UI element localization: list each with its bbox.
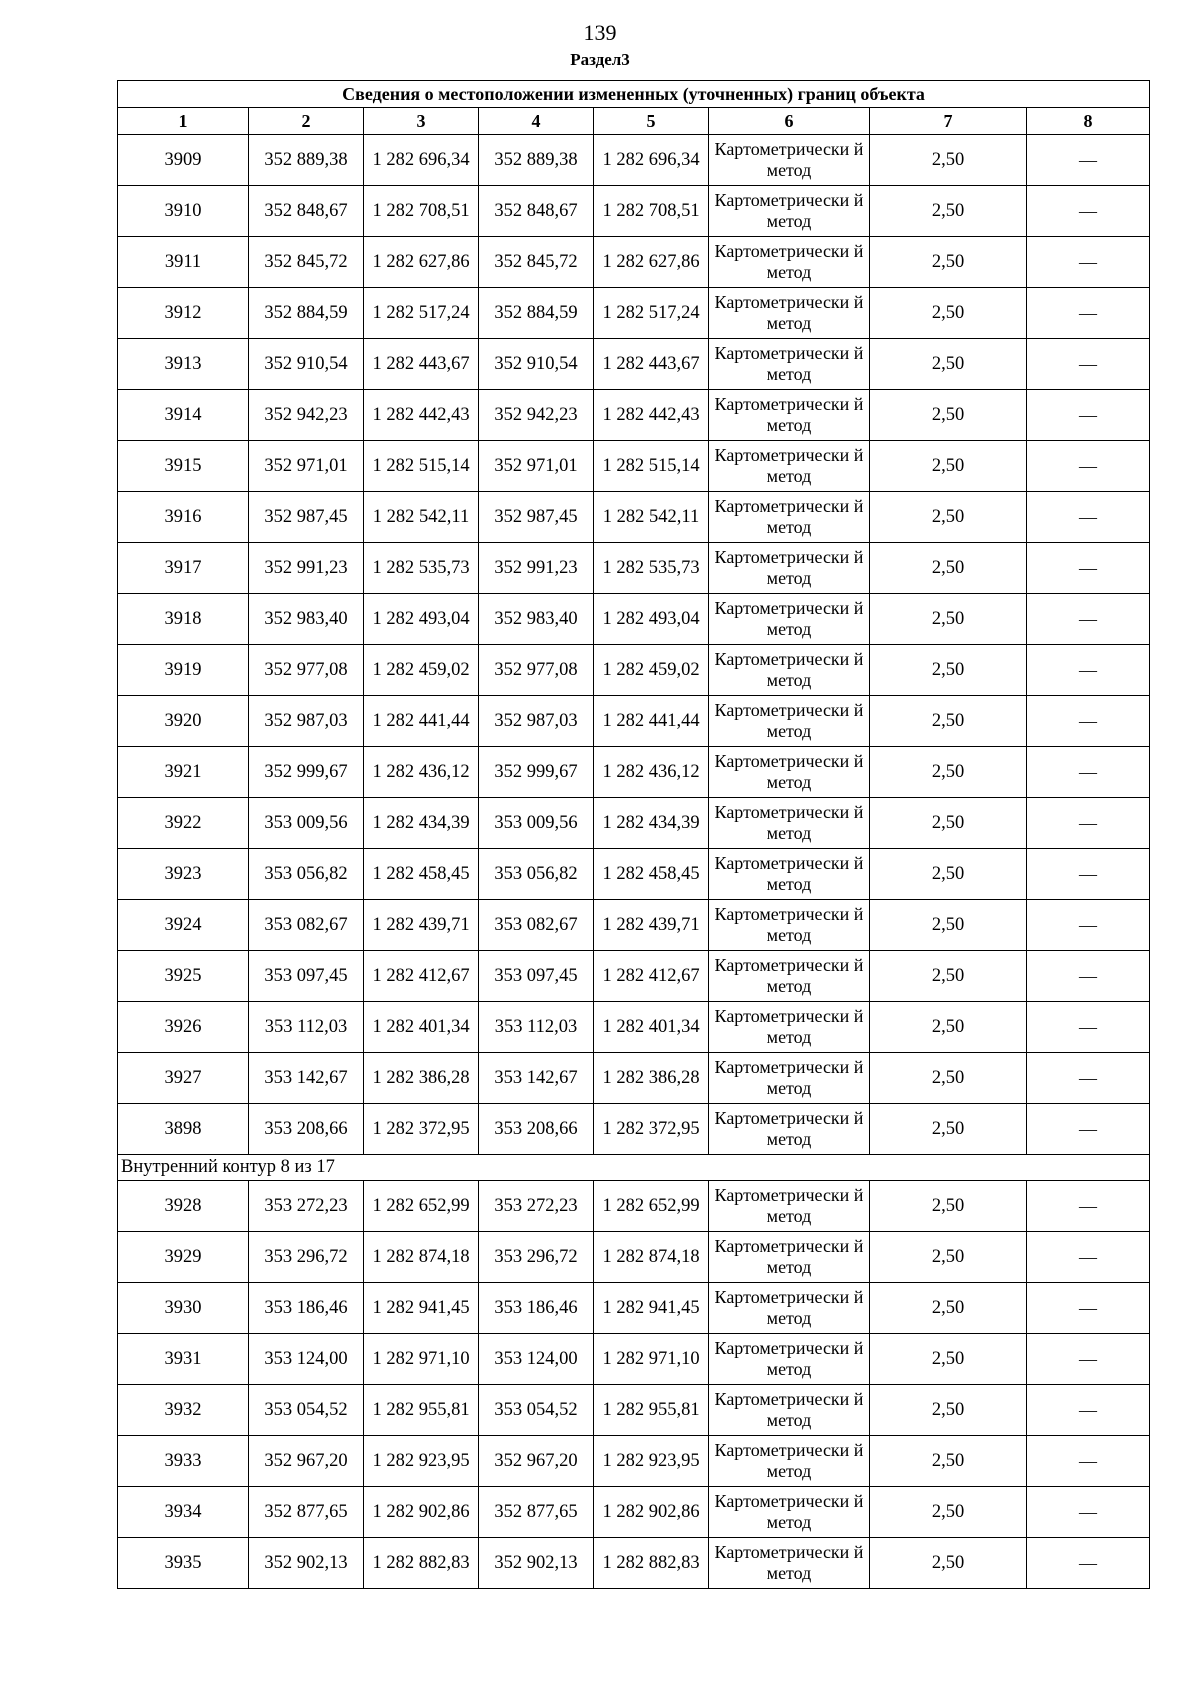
- accuracy-cell: 2,50: [870, 1232, 1027, 1283]
- coord-y-cell: 1 282 902,86: [364, 1487, 479, 1538]
- column-header: 3: [364, 108, 479, 135]
- method-cell: Картометрически й метод: [709, 696, 870, 747]
- description-cell: —: [1027, 747, 1150, 798]
- table-row: [118, 747, 1150, 798]
- coord-y-cell: 1 282 515,14: [364, 441, 479, 492]
- table-row: [118, 1385, 1150, 1436]
- point-number-cell: 3929: [118, 1232, 249, 1283]
- coord-y-new-cell: 1 282 902,86: [594, 1487, 709, 1538]
- coord-y-new-cell: 1 282 627,86: [594, 237, 709, 288]
- accuracy-cell: 2,50: [870, 543, 1027, 594]
- description-cell: —: [1027, 1334, 1150, 1385]
- description-cell: —: [1027, 696, 1150, 747]
- description-cell: —: [1027, 1283, 1150, 1334]
- accuracy-cell: 2,50: [870, 747, 1027, 798]
- point-number-cell: 3917: [118, 543, 249, 594]
- accuracy-cell: 2,50: [870, 1002, 1027, 1053]
- coord-y-new-cell: 1 282 458,45: [594, 849, 709, 900]
- description-cell: —: [1027, 798, 1150, 849]
- coord-y-cell: 1 282 436,12: [364, 747, 479, 798]
- page-number: 139: [583, 20, 617, 45]
- coord-y-cell: 1 282 696,34: [364, 135, 479, 186]
- method-cell: Картометрически й метод: [709, 951, 870, 1002]
- coord-x-cell: 353 272,23: [249, 1181, 364, 1232]
- table-row: [118, 900, 1150, 951]
- description-cell: —: [1027, 1538, 1150, 1589]
- coord-y-new-cell: 1 282 401,34: [594, 1002, 709, 1053]
- accuracy-cell: 2,50: [870, 1053, 1027, 1104]
- table-row: [118, 186, 1150, 237]
- coord-y-new-cell: 1 282 442,43: [594, 390, 709, 441]
- method-cell: Картометрически й метод: [709, 1487, 870, 1538]
- coord-y-cell: 1 282 443,67: [364, 339, 479, 390]
- method-cell: Картометрически й метод: [709, 1232, 870, 1283]
- point-number-cell: 3914: [118, 390, 249, 441]
- coord-y-new-cell: 1 282 955,81: [594, 1385, 709, 1436]
- coord-x-cell: 353 142,67: [249, 1053, 364, 1104]
- accuracy-cell: 2,50: [870, 696, 1027, 747]
- table-row: [118, 951, 1150, 1002]
- column-header: 7: [870, 108, 1027, 135]
- coord-y-new-cell: 1 282 443,67: [594, 339, 709, 390]
- coord-x-cell: 352 877,65: [249, 1487, 364, 1538]
- point-number-cell: 3912: [118, 288, 249, 339]
- point-number-cell: 3921: [118, 747, 249, 798]
- table-row: [118, 237, 1150, 288]
- point-number-cell: 3910: [118, 186, 249, 237]
- method-cell: Картометрически й метод: [709, 747, 870, 798]
- coord-x-new-cell: 353 054,52: [479, 1385, 594, 1436]
- coord-x-cell: 352 999,67: [249, 747, 364, 798]
- coord-x-cell: 352 910,54: [249, 339, 364, 390]
- coord-y-new-cell: 1 282 923,95: [594, 1436, 709, 1487]
- coord-y-new-cell: 1 282 535,73: [594, 543, 709, 594]
- coord-y-new-cell: 1 282 696,34: [594, 135, 709, 186]
- coord-x-cell: 353 112,03: [249, 1002, 364, 1053]
- coord-x-new-cell: 352 848,67: [479, 186, 594, 237]
- coord-y-new-cell: 1 282 517,24: [594, 288, 709, 339]
- table-caption-row: [118, 81, 1150, 108]
- description-cell: —: [1027, 1002, 1150, 1053]
- accuracy-cell: 2,50: [870, 1436, 1027, 1487]
- coord-x-new-cell: 352 884,59: [479, 288, 594, 339]
- accuracy-cell: 2,50: [870, 135, 1027, 186]
- description-cell: —: [1027, 339, 1150, 390]
- coord-x-cell: 353 056,82: [249, 849, 364, 900]
- column-header: 2: [249, 108, 364, 135]
- point-number-cell: 3916: [118, 492, 249, 543]
- table-row: [118, 1002, 1150, 1053]
- column-header: 1: [118, 108, 249, 135]
- coord-x-new-cell: 353 009,56: [479, 798, 594, 849]
- table-caption: Сведения о местоположении измененных (уточненных) границ объекта: [118, 81, 1150, 108]
- method-cell: Картометрически й метод: [709, 1334, 870, 1385]
- point-number-cell: 3931: [118, 1334, 249, 1385]
- method-cell: Картометрически й метод: [709, 900, 870, 951]
- table-row: [118, 543, 1150, 594]
- description-cell: —: [1027, 645, 1150, 696]
- point-number-cell: 3898: [118, 1104, 249, 1155]
- column-header: 6: [709, 108, 870, 135]
- coord-x-new-cell: 352 991,23: [479, 543, 594, 594]
- point-number-cell: 3934: [118, 1487, 249, 1538]
- coord-x-cell: 352 983,40: [249, 594, 364, 645]
- accuracy-cell: 2,50: [870, 798, 1027, 849]
- description-cell: —: [1027, 492, 1150, 543]
- method-cell: Картометрически й метод: [709, 1053, 870, 1104]
- coord-x-cell: 352 991,23: [249, 543, 364, 594]
- coord-y-new-cell: 1 282 386,28: [594, 1053, 709, 1104]
- point-number-cell: 3933: [118, 1436, 249, 1487]
- coord-x-cell: 353 082,67: [249, 900, 364, 951]
- description-cell: —: [1027, 543, 1150, 594]
- coord-x-new-cell: 353 142,67: [479, 1053, 594, 1104]
- method-cell: Картометрически й метод: [709, 645, 870, 696]
- accuracy-cell: 2,50: [870, 1283, 1027, 1334]
- coord-x-new-cell: 353 208,66: [479, 1104, 594, 1155]
- table-row: [118, 1436, 1150, 1487]
- coord-y-cell: 1 282 971,10: [364, 1334, 479, 1385]
- accuracy-cell: 2,50: [870, 1538, 1027, 1589]
- method-cell: Картометрически й метод: [709, 390, 870, 441]
- description-cell: —: [1027, 135, 1150, 186]
- coord-x-new-cell: 352 971,01: [479, 441, 594, 492]
- point-number-cell: 3927: [118, 1053, 249, 1104]
- method-cell: Картометрически й метод: [709, 594, 870, 645]
- coord-x-new-cell: 352 987,03: [479, 696, 594, 747]
- coord-x-new-cell: 352 967,20: [479, 1436, 594, 1487]
- coord-x-new-cell: 353 272,23: [479, 1181, 594, 1232]
- coord-x-new-cell: 352 845,72: [479, 237, 594, 288]
- point-number-cell: 3911: [118, 237, 249, 288]
- method-cell: Картометрически й метод: [709, 1436, 870, 1487]
- description-cell: —: [1027, 594, 1150, 645]
- coord-y-new-cell: 1 282 441,44: [594, 696, 709, 747]
- accuracy-cell: 2,50: [870, 441, 1027, 492]
- column-header: 5: [594, 108, 709, 135]
- coord-y-cell: 1 282 412,67: [364, 951, 479, 1002]
- coord-x-cell: 352 987,03: [249, 696, 364, 747]
- coord-x-cell: 352 845,72: [249, 237, 364, 288]
- coordinates-table: [117, 80, 1150, 1589]
- table-row: [118, 1053, 1150, 1104]
- coord-x-cell: 352 902,13: [249, 1538, 364, 1589]
- coord-x-cell: 352 848,67: [249, 186, 364, 237]
- table-row: [118, 492, 1150, 543]
- table-row: [118, 1283, 1150, 1334]
- coord-x-new-cell: 352 977,08: [479, 645, 594, 696]
- table-row: [118, 645, 1150, 696]
- point-number-cell: 3913: [118, 339, 249, 390]
- accuracy-cell: 2,50: [870, 1181, 1027, 1232]
- coord-y-new-cell: 1 282 515,14: [594, 441, 709, 492]
- accuracy-cell: 2,50: [870, 1334, 1027, 1385]
- accuracy-cell: 2,50: [870, 339, 1027, 390]
- table-row: [118, 696, 1150, 747]
- table-row: [118, 135, 1150, 186]
- coord-y-cell: 1 282 535,73: [364, 543, 479, 594]
- description-cell: —: [1027, 1232, 1150, 1283]
- method-cell: Картометрически й метод: [709, 186, 870, 237]
- coord-y-cell: 1 282 459,02: [364, 645, 479, 696]
- table-row: [118, 390, 1150, 441]
- coord-x-new-cell: 352 877,65: [479, 1487, 594, 1538]
- coord-y-cell: 1 282 517,24: [364, 288, 479, 339]
- coord-y-new-cell: 1 282 372,95: [594, 1104, 709, 1155]
- coord-x-new-cell: 353 124,00: [479, 1334, 594, 1385]
- description-cell: —: [1027, 441, 1150, 492]
- accuracy-cell: 2,50: [870, 390, 1027, 441]
- coord-y-new-cell: 1 282 971,10: [594, 1334, 709, 1385]
- method-cell: Картометрически й метод: [709, 1538, 870, 1589]
- table-row: [118, 1181, 1150, 1232]
- description-cell: —: [1027, 951, 1150, 1002]
- coord-y-new-cell: 1 282 436,12: [594, 747, 709, 798]
- coord-x-cell: 353 097,45: [249, 951, 364, 1002]
- description-cell: —: [1027, 1487, 1150, 1538]
- contour-group-row: [118, 1155, 1150, 1181]
- coord-y-cell: 1 282 441,44: [364, 696, 479, 747]
- coord-y-new-cell: 1 282 493,04: [594, 594, 709, 645]
- description-cell: —: [1027, 186, 1150, 237]
- column-header: 8: [1027, 108, 1150, 135]
- coord-x-cell: 353 009,56: [249, 798, 364, 849]
- coord-x-new-cell: 352 910,54: [479, 339, 594, 390]
- table-row: [118, 288, 1150, 339]
- method-cell: Картометрически й метод: [709, 1385, 870, 1436]
- method-cell: Картометрически й метод: [709, 135, 870, 186]
- coord-x-cell: 353 186,46: [249, 1283, 364, 1334]
- coord-y-new-cell: 1 282 652,99: [594, 1181, 709, 1232]
- description-cell: —: [1027, 1385, 1150, 1436]
- coord-x-cell: 352 884,59: [249, 288, 364, 339]
- coord-y-cell: 1 282 458,45: [364, 849, 479, 900]
- coord-y-cell: 1 282 372,95: [364, 1104, 479, 1155]
- point-number-cell: 3925: [118, 951, 249, 1002]
- point-number-cell: 3924: [118, 900, 249, 951]
- coord-y-cell: 1 282 955,81: [364, 1385, 479, 1436]
- accuracy-cell: 2,50: [870, 1385, 1027, 1436]
- coord-y-cell: 1 282 439,71: [364, 900, 479, 951]
- table-row: [118, 1487, 1150, 1538]
- coord-x-cell: 352 971,01: [249, 441, 364, 492]
- table-row: [118, 1232, 1150, 1283]
- coord-y-cell: 1 282 652,99: [364, 1181, 479, 1232]
- point-number-cell: 3918: [118, 594, 249, 645]
- coord-x-new-cell: 352 983,40: [479, 594, 594, 645]
- method-cell: Картометрически й метод: [709, 1283, 870, 1334]
- point-number-cell: 3932: [118, 1385, 249, 1436]
- coord-x-cell: 352 977,08: [249, 645, 364, 696]
- description-cell: —: [1027, 900, 1150, 951]
- point-number-cell: 3935: [118, 1538, 249, 1589]
- accuracy-cell: 2,50: [870, 594, 1027, 645]
- description-cell: —: [1027, 1053, 1150, 1104]
- point-number-cell: 3909: [118, 135, 249, 186]
- coord-y-new-cell: 1 282 874,18: [594, 1232, 709, 1283]
- method-cell: Картометрически й метод: [709, 543, 870, 594]
- column-header-row: [118, 108, 1150, 135]
- point-number-cell: 3928: [118, 1181, 249, 1232]
- coord-y-cell: 1 282 882,83: [364, 1538, 479, 1589]
- coord-y-cell: 1 282 386,28: [364, 1053, 479, 1104]
- point-number-cell: 3919: [118, 645, 249, 696]
- coord-y-new-cell: 1 282 542,11: [594, 492, 709, 543]
- accuracy-cell: 2,50: [870, 1104, 1027, 1155]
- coord-x-cell: 352 967,20: [249, 1436, 364, 1487]
- table-body: [118, 135, 1150, 1589]
- coord-x-cell: 352 889,38: [249, 135, 364, 186]
- coord-y-new-cell: 1 282 708,51: [594, 186, 709, 237]
- accuracy-cell: 2,50: [870, 237, 1027, 288]
- table-row: [118, 441, 1150, 492]
- coord-y-cell: 1 282 941,45: [364, 1283, 479, 1334]
- point-number-cell: 3920: [118, 696, 249, 747]
- table-row: [118, 849, 1150, 900]
- coord-x-cell: 353 208,66: [249, 1104, 364, 1155]
- coord-y-cell: 1 282 442,43: [364, 390, 479, 441]
- coord-y-new-cell: 1 282 439,71: [594, 900, 709, 951]
- coord-x-new-cell: 353 186,46: [479, 1283, 594, 1334]
- coord-y-new-cell: 1 282 941,45: [594, 1283, 709, 1334]
- accuracy-cell: 2,50: [870, 645, 1027, 696]
- coord-x-new-cell: 352 999,67: [479, 747, 594, 798]
- description-cell: —: [1027, 288, 1150, 339]
- coord-x-new-cell: 353 097,45: [479, 951, 594, 1002]
- table-row: [118, 798, 1150, 849]
- coord-x-cell: 352 987,45: [249, 492, 364, 543]
- coord-x-new-cell: 353 056,82: [479, 849, 594, 900]
- point-number-cell: 3922: [118, 798, 249, 849]
- point-number-cell: 3923: [118, 849, 249, 900]
- method-cell: Картометрически й метод: [709, 1104, 870, 1155]
- coord-y-new-cell: 1 282 434,39: [594, 798, 709, 849]
- coord-x-new-cell: 352 987,45: [479, 492, 594, 543]
- point-number-cell: 3926: [118, 1002, 249, 1053]
- coord-x-cell: 353 296,72: [249, 1232, 364, 1283]
- table-row: [118, 1538, 1150, 1589]
- table-row: [118, 1104, 1150, 1155]
- coord-y-cell: 1 282 923,95: [364, 1436, 479, 1487]
- description-cell: —: [1027, 390, 1150, 441]
- table-row: [118, 339, 1150, 390]
- method-cell: Картометрически й метод: [709, 288, 870, 339]
- coord-x-new-cell: 352 889,38: [479, 135, 594, 186]
- point-number-cell: 3915: [118, 441, 249, 492]
- description-cell: —: [1027, 1181, 1150, 1232]
- coord-y-new-cell: 1 282 412,67: [594, 951, 709, 1002]
- method-cell: Картометрически й метод: [709, 492, 870, 543]
- coord-x-new-cell: 353 082,67: [479, 900, 594, 951]
- table-row: [118, 1334, 1150, 1385]
- description-cell: —: [1027, 849, 1150, 900]
- column-header: 4: [479, 108, 594, 135]
- section-title: Раздел3: [570, 50, 630, 69]
- coord-y-new-cell: 1 282 882,83: [594, 1538, 709, 1589]
- coord-x-cell: 352 942,23: [249, 390, 364, 441]
- method-cell: Картометрически й метод: [709, 1181, 870, 1232]
- coord-x-cell: 353 124,00: [249, 1334, 364, 1385]
- coord-x-new-cell: 352 942,23: [479, 390, 594, 441]
- method-cell: Картометрически й метод: [709, 849, 870, 900]
- method-cell: Картометрически й метод: [709, 1002, 870, 1053]
- coord-y-cell: 1 282 874,18: [364, 1232, 479, 1283]
- contour-group-label: Внутренний контур 8 из 17: [118, 1155, 1150, 1181]
- coord-y-cell: 1 282 434,39: [364, 798, 479, 849]
- coord-y-cell: 1 282 401,34: [364, 1002, 479, 1053]
- accuracy-cell: 2,50: [870, 288, 1027, 339]
- accuracy-cell: 2,50: [870, 186, 1027, 237]
- method-cell: Картометрически й метод: [709, 237, 870, 288]
- coord-x-cell: 353 054,52: [249, 1385, 364, 1436]
- accuracy-cell: 2,50: [870, 900, 1027, 951]
- table-row: [118, 594, 1150, 645]
- method-cell: Картометрически й метод: [709, 441, 870, 492]
- coord-y-cell: 1 282 627,86: [364, 237, 479, 288]
- coord-y-new-cell: 1 282 459,02: [594, 645, 709, 696]
- accuracy-cell: 2,50: [870, 1487, 1027, 1538]
- coord-x-new-cell: 353 296,72: [479, 1232, 594, 1283]
- description-cell: —: [1027, 237, 1150, 288]
- description-cell: —: [1027, 1104, 1150, 1155]
- description-cell: —: [1027, 1436, 1150, 1487]
- coord-x-new-cell: 352 902,13: [479, 1538, 594, 1589]
- accuracy-cell: 2,50: [870, 951, 1027, 1002]
- coord-x-new-cell: 353 112,03: [479, 1002, 594, 1053]
- accuracy-cell: 2,50: [870, 849, 1027, 900]
- coord-y-cell: 1 282 708,51: [364, 186, 479, 237]
- method-cell: Картометрически й метод: [709, 798, 870, 849]
- point-number-cell: 3930: [118, 1283, 249, 1334]
- accuracy-cell: 2,50: [870, 492, 1027, 543]
- coord-y-cell: 1 282 542,11: [364, 492, 479, 543]
- method-cell: Картометрически й метод: [709, 339, 870, 390]
- coord-y-cell: 1 282 493,04: [364, 594, 479, 645]
